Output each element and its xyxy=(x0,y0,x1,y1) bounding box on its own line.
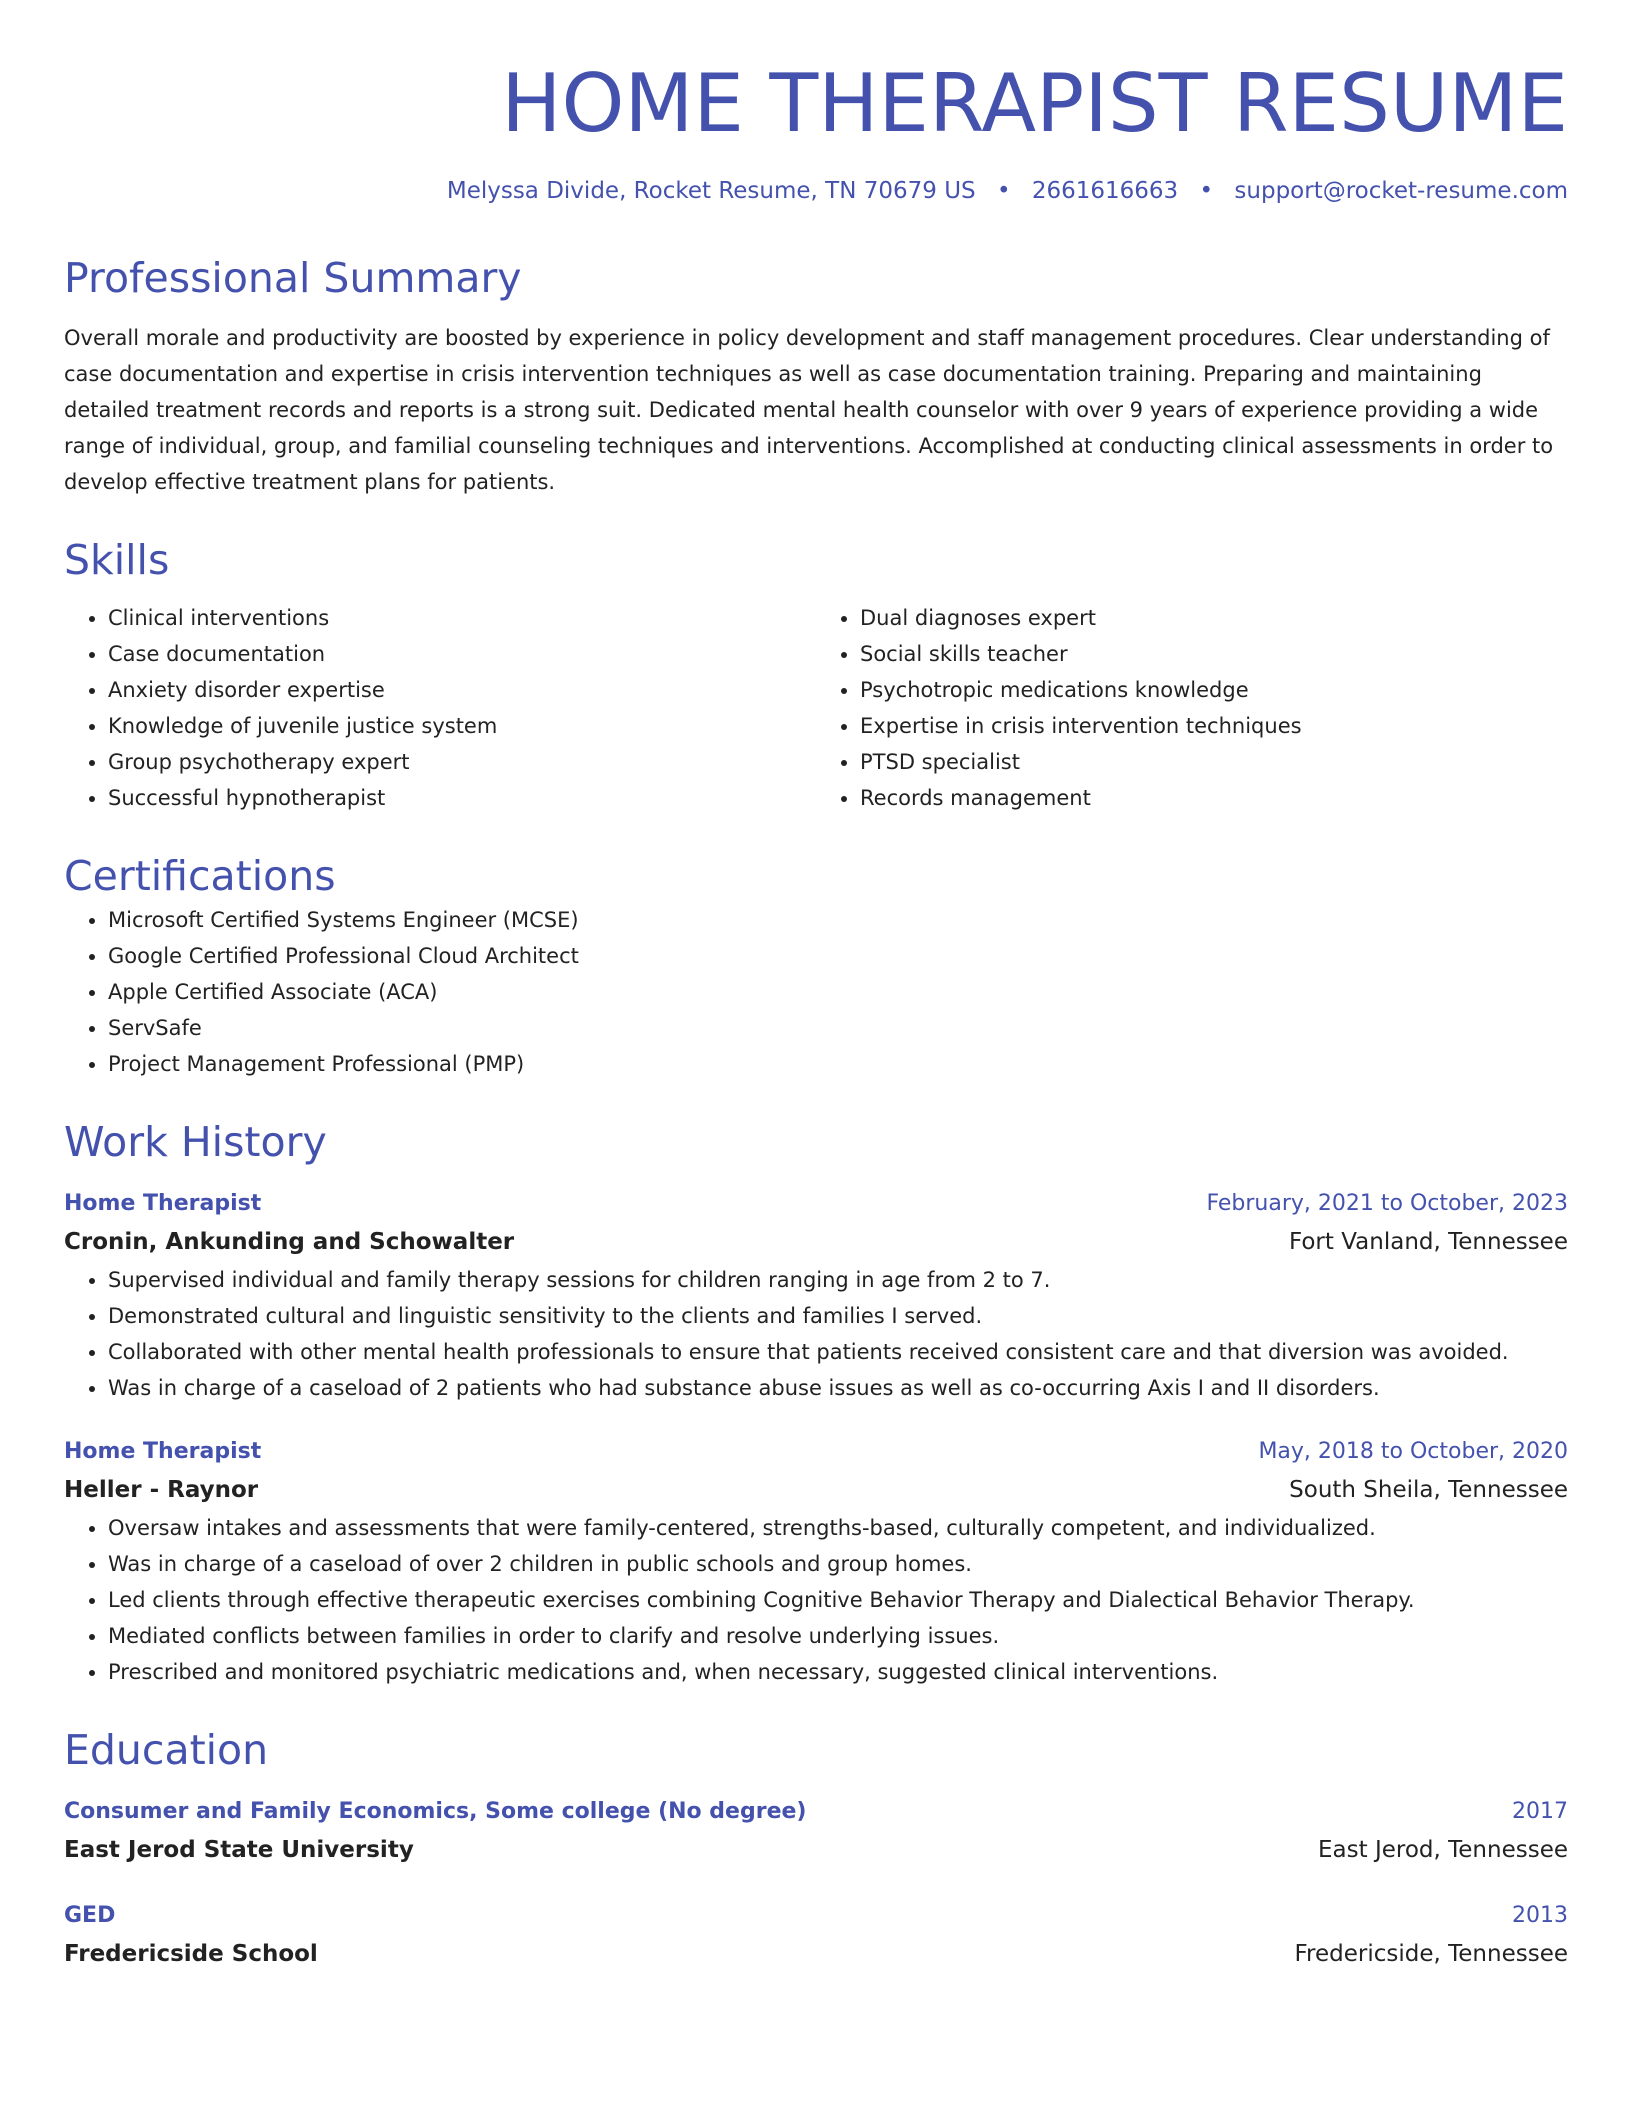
contact-separator: • xyxy=(1199,178,1214,204)
job-dates: May, 2018 to October, 2020 xyxy=(1258,1439,1568,1464)
certification-item: • Project Management Professional (PMP) xyxy=(108,1046,1568,1082)
job-bullet: • Oversaw intakes and assessments that were family-centered, strengths-based, culturally competent, and individualized. xyxy=(108,1510,1568,1546)
job-bullet: • Collaborated with other mental health professionals to ensure that patients received consistent care and that diversion was avoided. xyxy=(108,1334,1568,1370)
summary-text: Overall morale and productivity are boosted by experience in policy development and staff management procedures. Clear understanding of case documentation and expertise in crisis intervention techniques as well as case documentation training. Preparing and maintaining detailed treatment records and reports is a strong suit. Dedicated mental health counselor with over 9 years of experience providing a wide range of individual, group, and familial counseling techniques and interventions. Accomplished at conducting clinical assessments in order to develop effective treatment plans for patients. xyxy=(64,326,1554,494)
skill-item: • PTSD specialist xyxy=(860,744,1568,780)
skill-item: • Successful hypnotherapist xyxy=(108,780,816,816)
skills-heading: Skills xyxy=(64,536,170,584)
job-company: Cronin, Ankunding and Schowalter xyxy=(64,1229,515,1255)
job-title: Home Therapist xyxy=(64,1439,262,1464)
job-bullet: • Supervised individual and family therapy sessions for children ranging in age from 2 to 7. xyxy=(108,1262,1568,1298)
contact-phone: 2661616663 xyxy=(1031,178,1179,204)
education-heading: Education xyxy=(64,1726,269,1774)
job-company: Heller - Raynor xyxy=(64,1477,259,1503)
contact-address: Melyssa Divide, Rocket Resume, TN 70679 US xyxy=(446,178,976,204)
job-header-row xyxy=(64,1186,1568,1222)
education-year: 2017 xyxy=(1512,1799,1568,1824)
education-year: 2013 xyxy=(1512,1903,1568,1928)
job-bullet: • Led clients through effective therapeutic exercises combining Cognitive Behavior Therapy and Dialectical Behavior Therapy. xyxy=(108,1582,1568,1618)
skill-item: • Psychotropic medications knowledge xyxy=(860,672,1568,708)
contact-line xyxy=(64,176,1568,206)
certification-item: • Microsoft Certified Systems Engineer (MCSE) xyxy=(108,902,1568,938)
job-location: Fort Vanland, Tennessee xyxy=(1288,1229,1568,1255)
education-location: East Jerod, Tennessee xyxy=(1318,1837,1568,1863)
skill-item: • Clinical interventions xyxy=(108,600,816,636)
education-degree: GED xyxy=(64,1903,116,1928)
certification-item: • Google Certified Professional Cloud Architect xyxy=(108,938,1568,974)
job-bullets xyxy=(64,1510,1568,1690)
skill-item: • Case documentation xyxy=(108,636,816,672)
job-entry xyxy=(64,1186,1568,1406)
job-location: South Sheila, Tennessee xyxy=(1289,1477,1568,1503)
skill-item: • Anxiety disorder expertise xyxy=(108,672,816,708)
job-company-row xyxy=(64,1222,1568,1262)
job-bullet: • Demonstrated cultural and linguistic sensitivity to the clients and families I served. xyxy=(108,1298,1568,1334)
skill-item: • Expertise in crisis intervention techniques xyxy=(860,708,1568,744)
skills-list-right xyxy=(816,600,1568,816)
certification-item: • Apple Certified Associate (ACA) xyxy=(108,974,1568,1010)
education-school: East Jerod State University xyxy=(64,1837,414,1863)
education-location: Fredericside, Tennessee xyxy=(1294,1941,1568,1967)
job-bullet: • Prescribed and monitored psychiatric medications and, when necessary, suggested clinical interventions. xyxy=(108,1654,1568,1690)
education-school: Fredericside School xyxy=(64,1941,318,1967)
job-bullet: • Was in charge of a caseload of 2 patients who had substance abuse issues as well as co-occurring Axis I and II disorders. xyxy=(108,1370,1568,1406)
education-header-row xyxy=(64,1898,1568,1934)
skill-item: • Group psychotherapy expert xyxy=(108,744,816,780)
job-bullets xyxy=(64,1262,1568,1406)
skills-column-left xyxy=(64,600,816,816)
skills-column-right xyxy=(816,600,1568,816)
work-history-heading: Work History xyxy=(64,1118,327,1166)
job-header-row xyxy=(64,1434,1568,1470)
education-school-row xyxy=(64,1934,1568,1974)
resume-title: HOME THERAPIST RESUME xyxy=(501,57,1568,150)
education-header-row xyxy=(64,1794,1568,1830)
job-company-row xyxy=(64,1470,1568,1510)
contact-email: support@rocket-resume.com xyxy=(1234,178,1568,204)
skill-item: • Knowledge of juvenile justice system xyxy=(108,708,816,744)
skills-grid xyxy=(64,600,1568,816)
certifications-heading: Certifications xyxy=(64,852,336,900)
skill-item: • Dual diagnoses expert xyxy=(860,600,1568,636)
certifications-list xyxy=(64,902,1568,1082)
education-entry xyxy=(64,1794,1568,1870)
job-entry xyxy=(64,1434,1568,1690)
education-school-row xyxy=(64,1830,1568,1870)
education-degree: Consumer and Family Economics, Some college (No degree) xyxy=(64,1799,807,1824)
certification-item: • ServSafe xyxy=(108,1010,1568,1046)
skill-item: • Social skills teacher xyxy=(860,636,1568,672)
education-entry xyxy=(64,1898,1568,1974)
job-dates: February, 2021 to October, 2023 xyxy=(1206,1191,1568,1216)
contact-separator: • xyxy=(996,178,1011,204)
summary-heading: Professional Summary xyxy=(64,254,522,302)
job-bullet: • Was in charge of a caseload of over 2 children in public schools and group homes. xyxy=(108,1546,1568,1582)
skill-item: • Records management xyxy=(860,780,1568,816)
job-bullet: • Mediated conflicts between families in order to clarify and resolve underlying issues. xyxy=(108,1618,1568,1654)
job-title: Home Therapist xyxy=(64,1191,262,1216)
skills-list-left xyxy=(64,600,816,816)
